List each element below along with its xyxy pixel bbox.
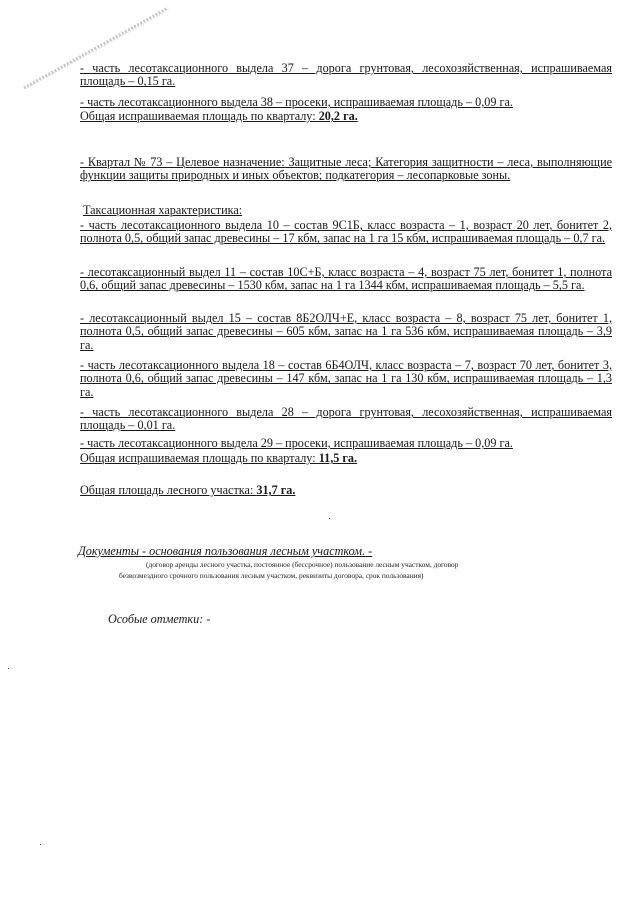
forest-plot-total-label: Общая площадь лесного участка: [80, 483, 257, 497]
quarter-73-total-line [80, 452, 612, 465]
scan-speck [329, 518, 330, 519]
documents-note-line-1: (договор аренды лесного участка, постоянное (бессрочное) пользование лесным участком, договор [146, 560, 459, 569]
quarter-total-line [80, 110, 612, 123]
documents-suffix: - [365, 544, 373, 558]
allotment-29-line: - часть лесотаксационного выдела 29 – просеки, испрашиваемая площадь – 0,09 га. [80, 436, 513, 450]
allotment-11-line: - лесотаксационный выдел 11 – состав 10С+Б, класс возраста – 4, возраст 75 лет, бонитет 1, полнота 0,6, общий запас древесины – 1530 кбм, запас на 1 га 1344 кбм, испрашиваемая площадь – 5,5 га. [80, 265, 612, 293]
quarter-total-label: Общая испрашиваемая площадь по кварталу: [80, 109, 319, 123]
documents-title-line [78, 545, 372, 558]
forest-plot-total-line [80, 484, 612, 497]
allotment-10-line: - часть лесотаксационного выдела 10 – состав 9С1Б, класс возраста – 1, возраст 20 лет, бонитет 2, полнота 0,5, общий запас древесины – 17 кбм, запас на 1 га 15 кбм, испрашиваемая площадь – 0,7 га. [80, 218, 612, 246]
documents-title: Документы - основания пользования лесным участком. [78, 544, 366, 558]
scan-speck [40, 844, 41, 845]
special-remarks: Особые отметки: - [108, 612, 211, 626]
allotment-38-line: - часть лесотаксационного выдела 38 – просеки, испрашиваемая площадь – 0,09 га. [80, 95, 513, 109]
forest-plot-total-value: 31,7 га. [256, 483, 296, 497]
allotment-28-line: - часть лесотаксационного выдела 28 – дорога грунтовая, лесохозяйственная, испрашиваемая площадь – 0,01 га. [80, 405, 612, 433]
allotment-37-line: - часть лесотаксационного выдела 37 – дорога грунтовая, лесохозяйственная, испрашиваемая площадь – 0,15 га. [80, 61, 612, 89]
tax-characteristics-title: Таксационная характеристика: [83, 203, 243, 217]
quarter-73-total-label: Общая испрашиваемая площадь по кварталу: [80, 451, 319, 465]
allotment-15-line: - лесотаксационный выдел 15 – состав 8Б2ОЛЧ+Е, класс возраста – 8, возраст 75 лет, бонитет 1, полнота 0,5, общий запас древесины – 605 кбм, запас на 1 га 536 кбм, испрашиваемая площадь – 3,9 га. [80, 311, 612, 352]
quarter-73-header: - Квартал № 73 – Целевое назначение: Защитные леса; Категория защитности – леса, выполняющие функции защиты природных и иных объектов; подкатегория – лесопарковые зоны. [80, 155, 612, 183]
quarter-73-total-value: 11,5 га. [318, 451, 358, 465]
allotment-18-line: - часть лесотаксационного выдела 18 – состав 6Б4ОЛЧ, класс возраста – 7, возраст 70 лет, бонитет 3, полнота 0,6, общий запас древесины – 147 кбм, запас на 1 га 130 кбм, испрашиваемая площадь – 1,3 га. [80, 358, 612, 399]
scan-speck [8, 668, 9, 669]
documents-note-line-2: безвозмездного срочного пользования лесным участком, реквизиты договора, срок пользования) [119, 571, 424, 580]
quarter-total-value: 20,2 га. [318, 109, 358, 123]
